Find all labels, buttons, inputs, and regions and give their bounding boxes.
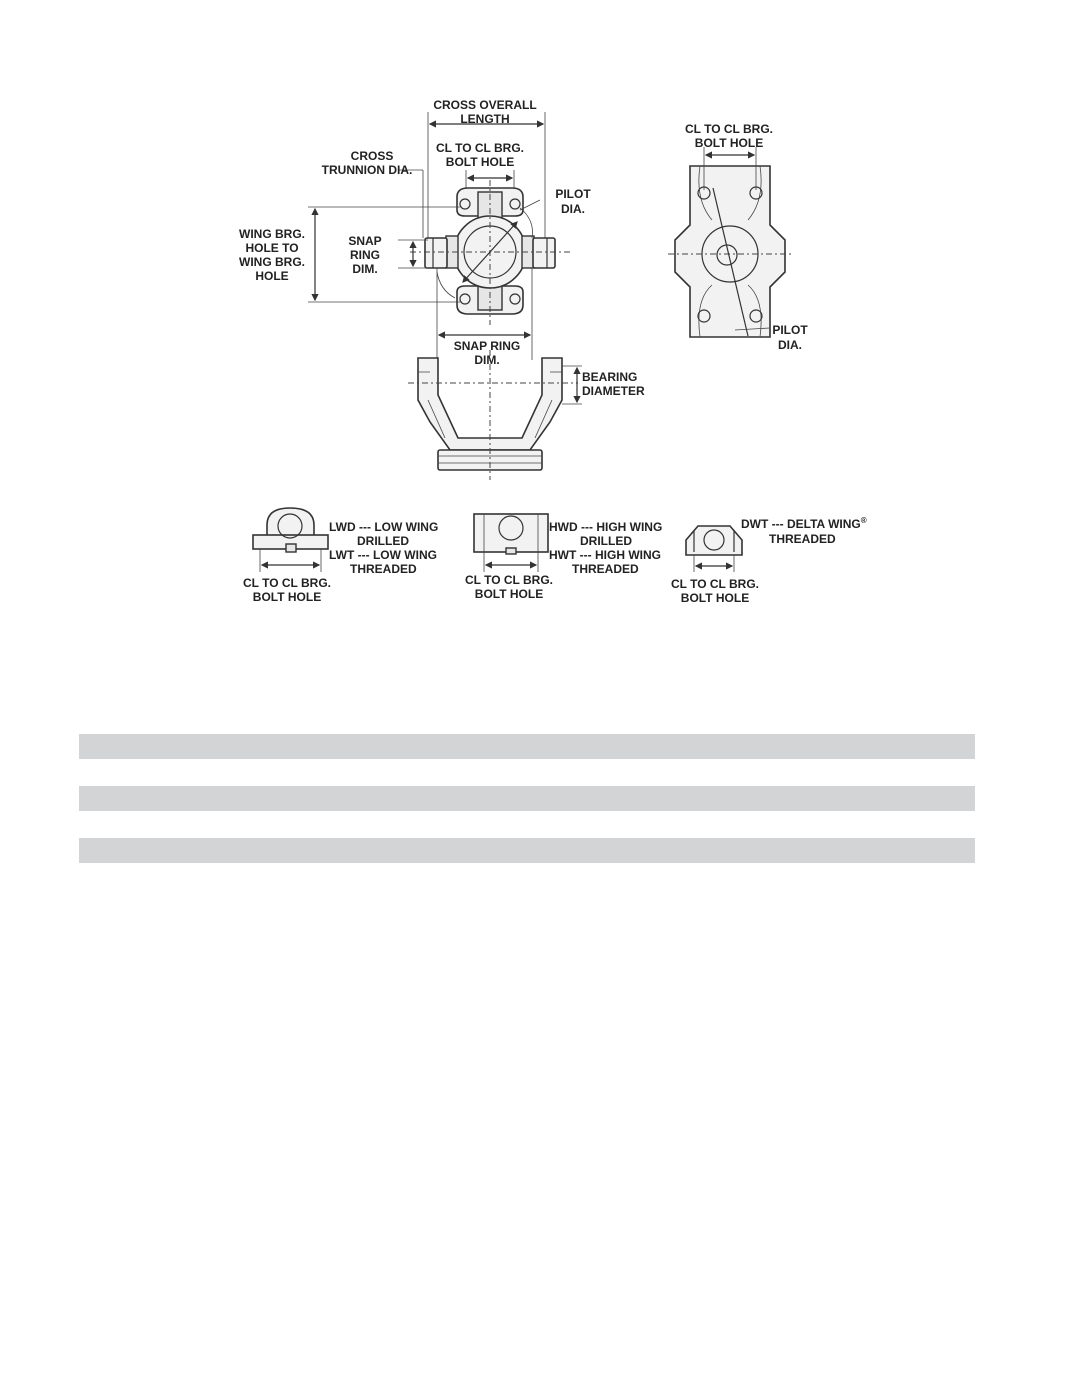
end-view-drawing: [668, 147, 792, 337]
hwt-label-line2: THREADED: [572, 562, 639, 576]
cl-bolt-dw-label-line1: CL TO CL BRG.: [670, 577, 760, 591]
high-wing-drawing: [474, 514, 548, 572]
dwt-label-line1: DWT --- DELTA WING®: [741, 516, 867, 531]
wing-label-line1: WING BRG.: [239, 227, 305, 241]
lwd-label-line1: LWD --- LOW WING: [329, 520, 439, 534]
table-header-bar-1: [79, 734, 975, 759]
cross-overall-label-line2: LENGTH: [460, 112, 510, 126]
cl-bolt-right-label-line1: CL TO CL BRG.: [684, 122, 774, 136]
cl-bolt-right-label-line2: BOLT HOLE: [694, 136, 764, 150]
bearing-label-line1: BEARING: [582, 370, 638, 384]
low-wing-drawing: [253, 508, 328, 572]
cl-bolt-lw-label-line2: BOLT HOLE: [252, 590, 322, 604]
table-header-bar-3: [79, 838, 975, 863]
hwt-label-line1: HWT --- HIGH WING: [549, 548, 661, 562]
cross-trunnion-label-line1: CROSS: [350, 149, 394, 163]
snap-bottom-label-line1: SNAP RING: [453, 339, 521, 353]
lwt-label-line1: LWT --- LOW WING: [329, 548, 437, 562]
pilot-right-label-line1: PILOT: [772, 323, 808, 337]
cross-overall-label-line1: CROSS OVERALL: [433, 98, 537, 112]
pilot-main-label-line2: DIA.: [561, 202, 585, 216]
lwt-label-line2: THREADED: [350, 562, 417, 576]
bearing-label-line2: DIAMETER: [582, 384, 645, 398]
yoke-drawing: [408, 350, 582, 480]
snap-left-label-line3: DIM.: [352, 262, 378, 276]
cross-trunnion-label-line2: TRUNNION DIA.: [321, 163, 413, 177]
delta-wing-drawing: [686, 526, 742, 572]
cl-bolt-main-label-line2: BOLT HOLE: [445, 155, 515, 169]
cl-bolt-hw-label-line2: BOLT HOLE: [474, 587, 544, 601]
snap-left-label-line2: RING: [350, 248, 380, 262]
cl-bolt-lw-label-line1: CL TO CL BRG.: [242, 576, 332, 590]
lwd-label-line2: DRILLED: [357, 534, 409, 548]
cl-bolt-dw-label-line2: BOLT HOLE: [680, 591, 750, 605]
wing-label-line2: HOLE TO: [245, 241, 299, 255]
cl-bolt-hw-label-line1: CL TO CL BRG.: [464, 573, 554, 587]
snap-bottom-label-line2: DIM.: [474, 353, 500, 367]
dwt-label-line2: THREADED: [769, 532, 836, 546]
cl-bolt-main-label-line1: CL TO CL BRG.: [435, 141, 525, 155]
snap-left-label-line1: SNAP: [348, 234, 382, 248]
hwd-label-line2: DRILLED: [580, 534, 632, 548]
table-header-bar-2: [79, 786, 975, 811]
pilot-main-label-line1: PILOT: [555, 187, 591, 201]
u-joint-dimension-diagram: [0, 0, 1071, 640]
pilot-right-label-line2: DIA.: [778, 338, 802, 352]
hwd-label-line1: HWD --- HIGH WING: [549, 520, 663, 534]
wing-label-line4: HOLE: [255, 269, 289, 283]
wing-label-line3: WING BRG.: [239, 255, 305, 269]
